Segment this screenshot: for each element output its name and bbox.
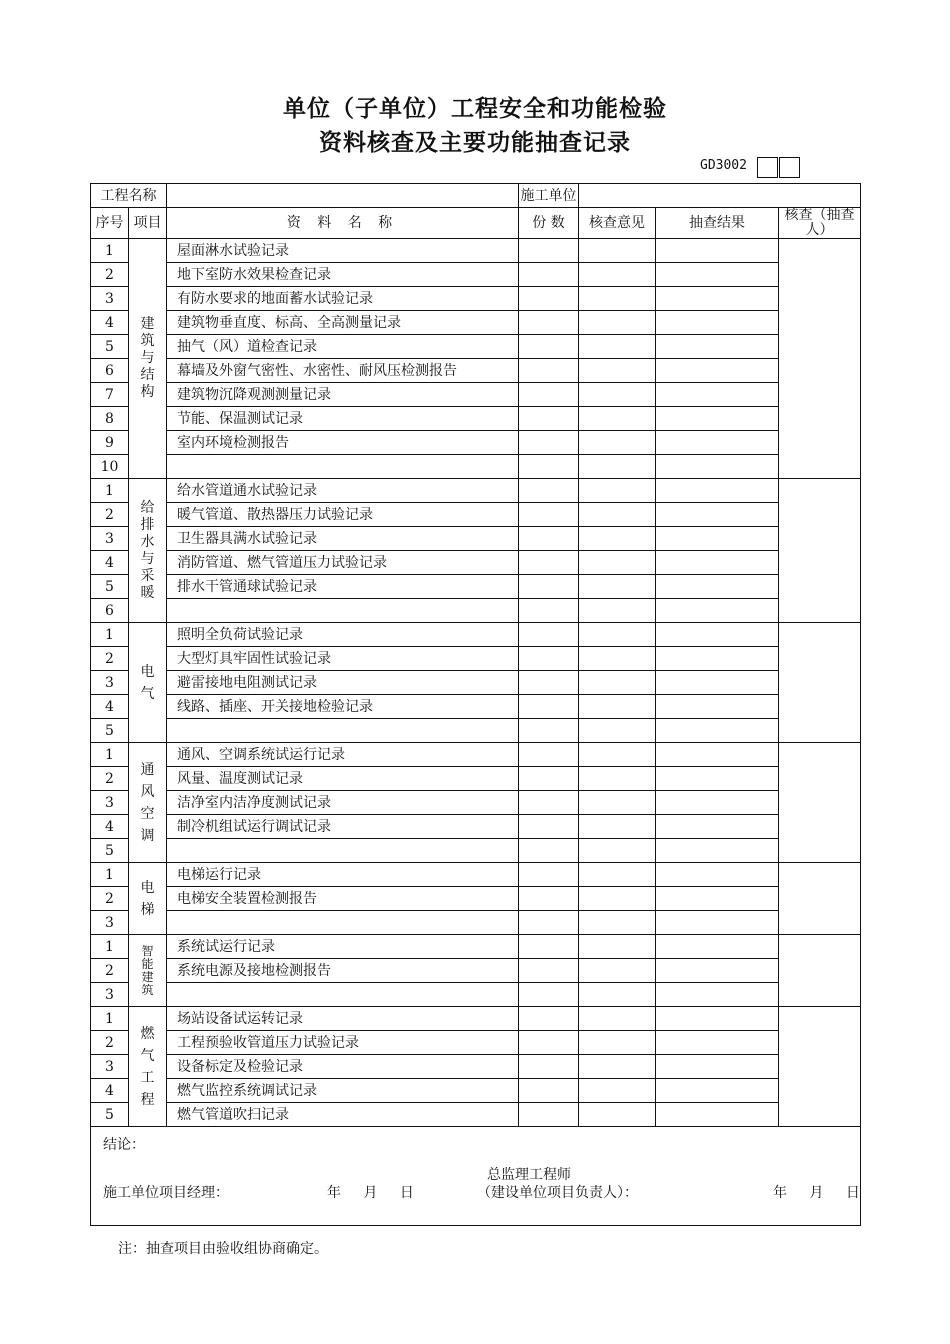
review-opinion-cell[interactable]	[579, 239, 656, 263]
copies-cell[interactable]	[519, 671, 579, 695]
row-number: 9	[91, 431, 129, 455]
doc-name-cell: 卫生器具满水试验记录	[167, 527, 519, 551]
spot-result-cell[interactable]	[656, 575, 779, 599]
doc-name-cell: 幕墙及外窗气密性、水密性、耐风压检测报告	[167, 359, 519, 383]
table-row	[91, 383, 861, 407]
row-number: 10	[91, 455, 129, 479]
spot-result-cell[interactable]	[656, 407, 779, 431]
group-label-char: 工	[140, 1069, 155, 1086]
table-row	[91, 287, 861, 311]
review-opinion-cell[interactable]	[579, 815, 656, 839]
group-label-char: 智	[141, 943, 154, 958]
doc-name-cell: 设备标定及检验记录	[167, 1055, 519, 1079]
row-number: 3	[91, 983, 129, 1007]
spot-result-cell[interactable]	[656, 455, 779, 479]
table-row	[91, 455, 861, 479]
copies-cell[interactable]	[519, 1055, 579, 1079]
spot-result-cell[interactable]	[656, 839, 779, 863]
spot-result-cell[interactable]	[656, 767, 779, 791]
copies-cell[interactable]	[519, 359, 579, 383]
copies-cell[interactable]	[519, 887, 579, 911]
row-number: 2	[91, 647, 129, 671]
copies-cell[interactable]	[519, 455, 579, 479]
footnote: 注：抽查项目由验收组协商确定。	[118, 1241, 328, 1257]
review-opinion-cell[interactable]	[579, 1055, 656, 1079]
row-number: 4	[91, 551, 129, 575]
row-number: 1	[91, 863, 129, 887]
row-number: 5	[91, 719, 129, 743]
spot-result-cell[interactable]	[656, 239, 779, 263]
copies-cell[interactable]	[519, 863, 579, 887]
group-label	[129, 1007, 167, 1127]
doc-name-cell: 建筑物垂直度、标高、全高测量记录	[167, 311, 519, 335]
copies-cell[interactable]	[519, 959, 579, 983]
doc-name-cell	[167, 455, 519, 479]
conclusion-label: 结论：	[103, 1137, 145, 1153]
group-label	[129, 479, 167, 623]
row-number: 6	[91, 359, 129, 383]
col-header-copies: 份 数	[519, 208, 579, 239]
spot-result-cell[interactable]	[656, 1007, 779, 1031]
review-opinion-cell[interactable]	[579, 383, 656, 407]
date-label-1: 年 月 日	[327, 1185, 414, 1201]
row-number: 2	[91, 1031, 129, 1055]
review-opinion-cell[interactable]	[579, 791, 656, 815]
spot-result-cell[interactable]	[656, 647, 779, 671]
table-row	[91, 527, 861, 551]
review-opinion-cell[interactable]	[579, 359, 656, 383]
doc-name-cell: 系统试运行记录	[167, 935, 519, 959]
row-number: 5	[91, 335, 129, 359]
spot-result-cell[interactable]	[656, 959, 779, 983]
col-header-spot-result: 抽查结果	[656, 208, 779, 239]
doc-name-cell: 工程预验收管道压力试验记录	[167, 1031, 519, 1055]
conclusion-row	[91, 1127, 861, 1226]
row-number: 2	[91, 503, 129, 527]
conclusion-cell[interactable]	[91, 1127, 861, 1226]
review-opinion-cell[interactable]	[579, 863, 656, 887]
review-opinion-cell[interactable]	[579, 767, 656, 791]
group-label-char: 采	[140, 567, 155, 584]
copies-cell[interactable]	[519, 911, 579, 935]
doc-name-cell	[167, 911, 519, 935]
group-label-char: 能	[141, 956, 154, 971]
spot-result-cell[interactable]	[656, 263, 779, 287]
copies-cell[interactable]	[519, 575, 579, 599]
review-opinion-cell[interactable]	[579, 1007, 656, 1031]
table-row	[91, 1031, 861, 1055]
group-label	[129, 935, 167, 1007]
row-number: 4	[91, 815, 129, 839]
checker-cell[interactable]	[779, 623, 861, 743]
group-label-char: 建	[141, 969, 154, 984]
spot-result-cell[interactable]	[656, 911, 779, 935]
form-code-box-1[interactable]	[757, 157, 778, 178]
group-label-char: 空	[140, 805, 155, 822]
review-opinion-cell[interactable]	[579, 479, 656, 503]
doc-name-cell: 线路、插座、开关接地检验记录	[167, 695, 519, 719]
group-label-char: 电	[140, 879, 155, 896]
doc-name-cell: 屋面淋水试验记录	[167, 239, 519, 263]
spot-result-cell[interactable]	[656, 863, 779, 887]
spot-result-cell[interactable]	[656, 311, 779, 335]
col-header-doc-name: 资 料 名 称	[167, 208, 519, 239]
row-number: 5	[91, 1103, 129, 1127]
table-row	[91, 695, 861, 719]
checker-cell[interactable]	[779, 935, 861, 1007]
doc-name-cell	[167, 599, 519, 623]
spot-result-cell[interactable]	[656, 527, 779, 551]
doc-name-cell: 建筑物沉降观测测量记录	[167, 383, 519, 407]
table-row	[91, 1079, 861, 1103]
row-number: 3	[91, 287, 129, 311]
copies-cell[interactable]	[519, 431, 579, 455]
review-opinion-cell[interactable]	[579, 455, 656, 479]
spot-result-cell[interactable]	[656, 935, 779, 959]
review-opinion-cell[interactable]	[579, 671, 656, 695]
review-opinion-cell[interactable]	[579, 551, 656, 575]
spot-result-cell[interactable]	[656, 359, 779, 383]
spot-result-cell[interactable]	[656, 383, 779, 407]
spot-result-cell[interactable]	[656, 599, 779, 623]
row-number: 1	[91, 623, 129, 647]
group-label-char: 通	[140, 761, 155, 778]
row-number: 3	[91, 1055, 129, 1079]
doc-name-cell	[167, 839, 519, 863]
doc-name-cell: 暖气管道、散热器压力试验记录	[167, 503, 519, 527]
checker-cell[interactable]	[779, 863, 861, 935]
group-label-char: 筑	[140, 333, 155, 349]
table-row	[91, 863, 861, 887]
group-label-char: 结	[140, 367, 155, 383]
group-label-char: 电	[140, 663, 155, 680]
row-number: 3	[91, 911, 129, 935]
spot-result-cell[interactable]	[656, 551, 779, 575]
spot-result-cell[interactable]	[656, 503, 779, 527]
copies-cell[interactable]	[519, 407, 579, 431]
copies-cell[interactable]	[519, 599, 579, 623]
table-row	[91, 767, 861, 791]
row-number: 1	[91, 743, 129, 767]
table-row	[91, 959, 861, 983]
copies-cell[interactable]	[519, 1007, 579, 1031]
form-code: GD3002	[700, 158, 747, 173]
table-row	[91, 575, 861, 599]
doc-name-cell: 抽气（风）道检查记录	[167, 335, 519, 359]
owner-representative-label: （建设单位项目负责人）：	[477, 1185, 638, 1201]
inspection-table	[90, 183, 861, 1226]
spot-result-cell[interactable]	[656, 671, 779, 695]
review-opinion-cell[interactable]	[579, 311, 656, 335]
spot-result-cell[interactable]	[656, 887, 779, 911]
table-row	[91, 887, 861, 911]
review-opinion-cell[interactable]	[579, 1079, 656, 1103]
review-opinion-cell[interactable]	[579, 407, 656, 431]
group-label-char: 调	[140, 827, 155, 844]
group-label-char: 气	[140, 1047, 155, 1064]
table-row	[91, 479, 861, 503]
doc-name-cell: 照明全负荷试验记录	[167, 623, 519, 647]
copies-cell[interactable]	[519, 623, 579, 647]
doc-name-cell: 洁净室内洁净度测试记录	[167, 791, 519, 815]
review-opinion-cell[interactable]	[579, 719, 656, 743]
review-opinion-cell[interactable]	[579, 935, 656, 959]
review-opinion-cell[interactable]	[579, 839, 656, 863]
spot-result-cell[interactable]	[656, 719, 779, 743]
doc-name-cell: 节能、保温测试记录	[167, 407, 519, 431]
row-number: 3	[91, 791, 129, 815]
table-row	[91, 239, 861, 263]
copies-cell[interactable]	[519, 647, 579, 671]
table-row	[91, 983, 861, 1007]
table-row	[91, 503, 861, 527]
doc-name-cell: 消防管道、燃气管道压力试验记录	[167, 551, 519, 575]
spot-result-cell[interactable]	[656, 983, 779, 1007]
doc-name-cell: 给水管道通水试验记录	[167, 479, 519, 503]
copies-cell[interactable]	[519, 839, 579, 863]
copies-cell[interactable]	[519, 311, 579, 335]
doc-name-cell: 通风、空调系统试运行记录	[167, 743, 519, 767]
copies-cell[interactable]	[519, 263, 579, 287]
copies-cell[interactable]	[519, 503, 579, 527]
table-row	[91, 839, 861, 863]
row-number: 2	[91, 887, 129, 911]
group-label-char: 与	[140, 350, 155, 366]
spot-result-cell[interactable]	[656, 623, 779, 647]
review-opinion-cell[interactable]	[579, 695, 656, 719]
checker-cell[interactable]	[779, 743, 861, 863]
group-label-char: 气	[140, 685, 155, 702]
doc-name-cell	[167, 719, 519, 743]
date-label-2: 年 月 日	[773, 1185, 860, 1201]
spot-result-cell[interactable]	[656, 791, 779, 815]
review-opinion-cell[interactable]	[579, 527, 656, 551]
group-label-char: 建	[140, 316, 155, 332]
doc-name-cell: 燃气监控系统调试记录	[167, 1079, 519, 1103]
table-row	[91, 551, 861, 575]
col-header-item: 项目	[129, 208, 167, 239]
table-row	[91, 647, 861, 671]
row-number: 1	[91, 239, 129, 263]
spot-result-cell[interactable]	[656, 815, 779, 839]
copies-cell[interactable]	[519, 1103, 579, 1127]
review-opinion-cell[interactable]	[579, 623, 656, 647]
title-line-2: 资料核查及主要功能抽查记录	[319, 130, 631, 156]
table-row	[91, 335, 861, 359]
doc-name-cell: 地下室防水效果检查记录	[167, 263, 519, 287]
review-opinion-cell[interactable]	[579, 911, 656, 935]
review-opinion-cell[interactable]	[579, 575, 656, 599]
row-number: 1	[91, 935, 129, 959]
doc-name-cell: 室内环境检测报告	[167, 431, 519, 455]
review-opinion-cell[interactable]	[579, 959, 656, 983]
spot-result-cell[interactable]	[656, 287, 779, 311]
checker-cell[interactable]	[779, 479, 861, 623]
spot-result-cell[interactable]	[656, 335, 779, 359]
group-label-char: 筑	[141, 982, 154, 997]
row-number: 1	[91, 1007, 129, 1031]
review-opinion-cell[interactable]	[579, 287, 656, 311]
copies-cell[interactable]	[519, 695, 579, 719]
row-number: 5	[91, 839, 129, 863]
group-label	[129, 623, 167, 743]
doc-name-cell: 电梯运行记录	[167, 863, 519, 887]
chief-supervisor-label: 总监理工程师	[487, 1167, 571, 1183]
row-number: 3	[91, 671, 129, 695]
review-opinion-cell[interactable]	[579, 503, 656, 527]
group-label-char: 暖	[140, 584, 155, 601]
table-row	[91, 599, 861, 623]
group-label-char: 风	[140, 783, 155, 800]
copies-cell[interactable]	[519, 1079, 579, 1103]
spot-result-cell[interactable]	[656, 695, 779, 719]
group-label-char: 构	[140, 384, 155, 400]
doc-name-cell: 有防水要求的地面蓄水试验记录	[167, 287, 519, 311]
col-header-checker: 核查（抽查人）	[779, 208, 861, 239]
table-row	[91, 1103, 861, 1127]
form-code-box-2[interactable]	[779, 157, 800, 178]
spot-result-cell[interactable]	[656, 1103, 779, 1127]
row-number: 8	[91, 407, 129, 431]
table-row	[91, 911, 861, 935]
table-row	[91, 791, 861, 815]
review-opinion-cell[interactable]	[579, 743, 656, 767]
row-number: 2	[91, 959, 129, 983]
copies-cell[interactable]	[519, 791, 579, 815]
copies-cell[interactable]	[519, 935, 579, 959]
review-opinion-cell[interactable]	[579, 1103, 656, 1127]
doc-name-cell: 制冷机组试运行调试记录	[167, 815, 519, 839]
row-number: 4	[91, 1079, 129, 1103]
review-opinion-cell[interactable]	[579, 335, 656, 359]
spot-result-cell[interactable]	[656, 743, 779, 767]
row-number: 4	[91, 695, 129, 719]
doc-name-cell: 风量、温度测试记录	[167, 767, 519, 791]
table-row	[91, 407, 861, 431]
copies-cell[interactable]	[519, 551, 579, 575]
table-row	[91, 263, 861, 287]
table-row	[91, 431, 861, 455]
group-label-char: 程	[140, 1091, 155, 1108]
table-row	[91, 1007, 861, 1031]
table-row	[91, 743, 861, 767]
title-line-1: 单位（子单位）工程安全和功能检验	[283, 96, 667, 122]
row-number: 6	[91, 599, 129, 623]
doc-name-cell	[167, 983, 519, 1007]
table-row	[91, 311, 861, 335]
doc-name-cell: 系统电源及接地检测报告	[167, 959, 519, 983]
project-name-label: 工程名称	[91, 184, 167, 208]
checker-cell[interactable]	[779, 239, 861, 479]
copies-cell[interactable]	[519, 479, 579, 503]
review-opinion-cell[interactable]	[579, 647, 656, 671]
table-row	[91, 815, 861, 839]
doc-name-cell: 避雷接地电阻测试记录	[167, 671, 519, 695]
table-row	[91, 623, 861, 647]
row-number: 2	[91, 767, 129, 791]
copies-cell[interactable]	[519, 743, 579, 767]
group-label-char: 与	[140, 550, 155, 567]
doc-name-cell: 燃气管道吹扫记录	[167, 1103, 519, 1127]
review-opinion-cell[interactable]	[579, 983, 656, 1007]
copies-cell[interactable]	[519, 527, 579, 551]
table-row	[91, 359, 861, 383]
spot-result-cell[interactable]	[656, 1079, 779, 1103]
spot-result-cell[interactable]	[656, 1055, 779, 1079]
copies-cell[interactable]	[519, 719, 579, 743]
review-opinion-cell[interactable]	[579, 263, 656, 287]
copies-cell[interactable]	[519, 239, 579, 263]
row-number: 2	[91, 263, 129, 287]
row-number: 7	[91, 383, 129, 407]
review-opinion-cell[interactable]	[579, 431, 656, 455]
group-label	[129, 239, 167, 479]
row-number: 3	[91, 527, 129, 551]
copies-cell[interactable]	[519, 1031, 579, 1055]
row-number: 5	[91, 575, 129, 599]
spot-result-cell[interactable]	[656, 431, 779, 455]
copies-cell[interactable]	[519, 983, 579, 1007]
review-opinion-cell[interactable]	[579, 599, 656, 623]
review-opinion-cell[interactable]	[579, 1031, 656, 1055]
doc-name-cell: 大型灯具牢固性试验记录	[167, 647, 519, 671]
group-label-char: 水	[140, 533, 155, 550]
spot-result-cell[interactable]	[656, 1031, 779, 1055]
group-label-char: 燃	[140, 1025, 155, 1042]
copies-cell[interactable]	[519, 335, 579, 359]
row-number: 1	[91, 479, 129, 503]
col-header-seq: 序号	[91, 208, 129, 239]
doc-name-cell: 排水干管通球试验记录	[167, 575, 519, 599]
copies-cell[interactable]	[519, 383, 579, 407]
table-row	[91, 935, 861, 959]
doc-name-cell: 场站设备试运转记录	[167, 1007, 519, 1031]
group-label-char: 排	[140, 516, 155, 533]
col-header-review-opinion: 核查意见	[579, 208, 656, 239]
group-label-char: 给	[140, 499, 155, 516]
project-name-field[interactable]	[167, 184, 519, 208]
doc-name-cell: 电梯安全装置检测报告	[167, 887, 519, 911]
copies-cell[interactable]	[519, 767, 579, 791]
contractor-pm-label: 施工单位项目经理：	[103, 1185, 229, 1201]
table-row	[91, 671, 861, 695]
checker-cell[interactable]	[779, 1007, 861, 1127]
review-opinion-cell[interactable]	[579, 887, 656, 911]
table-row	[91, 719, 861, 743]
row-number: 4	[91, 311, 129, 335]
spot-result-cell[interactable]	[656, 479, 779, 503]
group-label-char: 梯	[140, 901, 155, 918]
table-row	[91, 1055, 861, 1079]
contractor-field[interactable]	[579, 184, 861, 208]
group-label	[129, 863, 167, 935]
copies-cell[interactable]	[519, 815, 579, 839]
contractor-label: 施工单位	[519, 184, 579, 208]
copies-cell[interactable]	[519, 287, 579, 311]
group-label	[129, 743, 167, 863]
